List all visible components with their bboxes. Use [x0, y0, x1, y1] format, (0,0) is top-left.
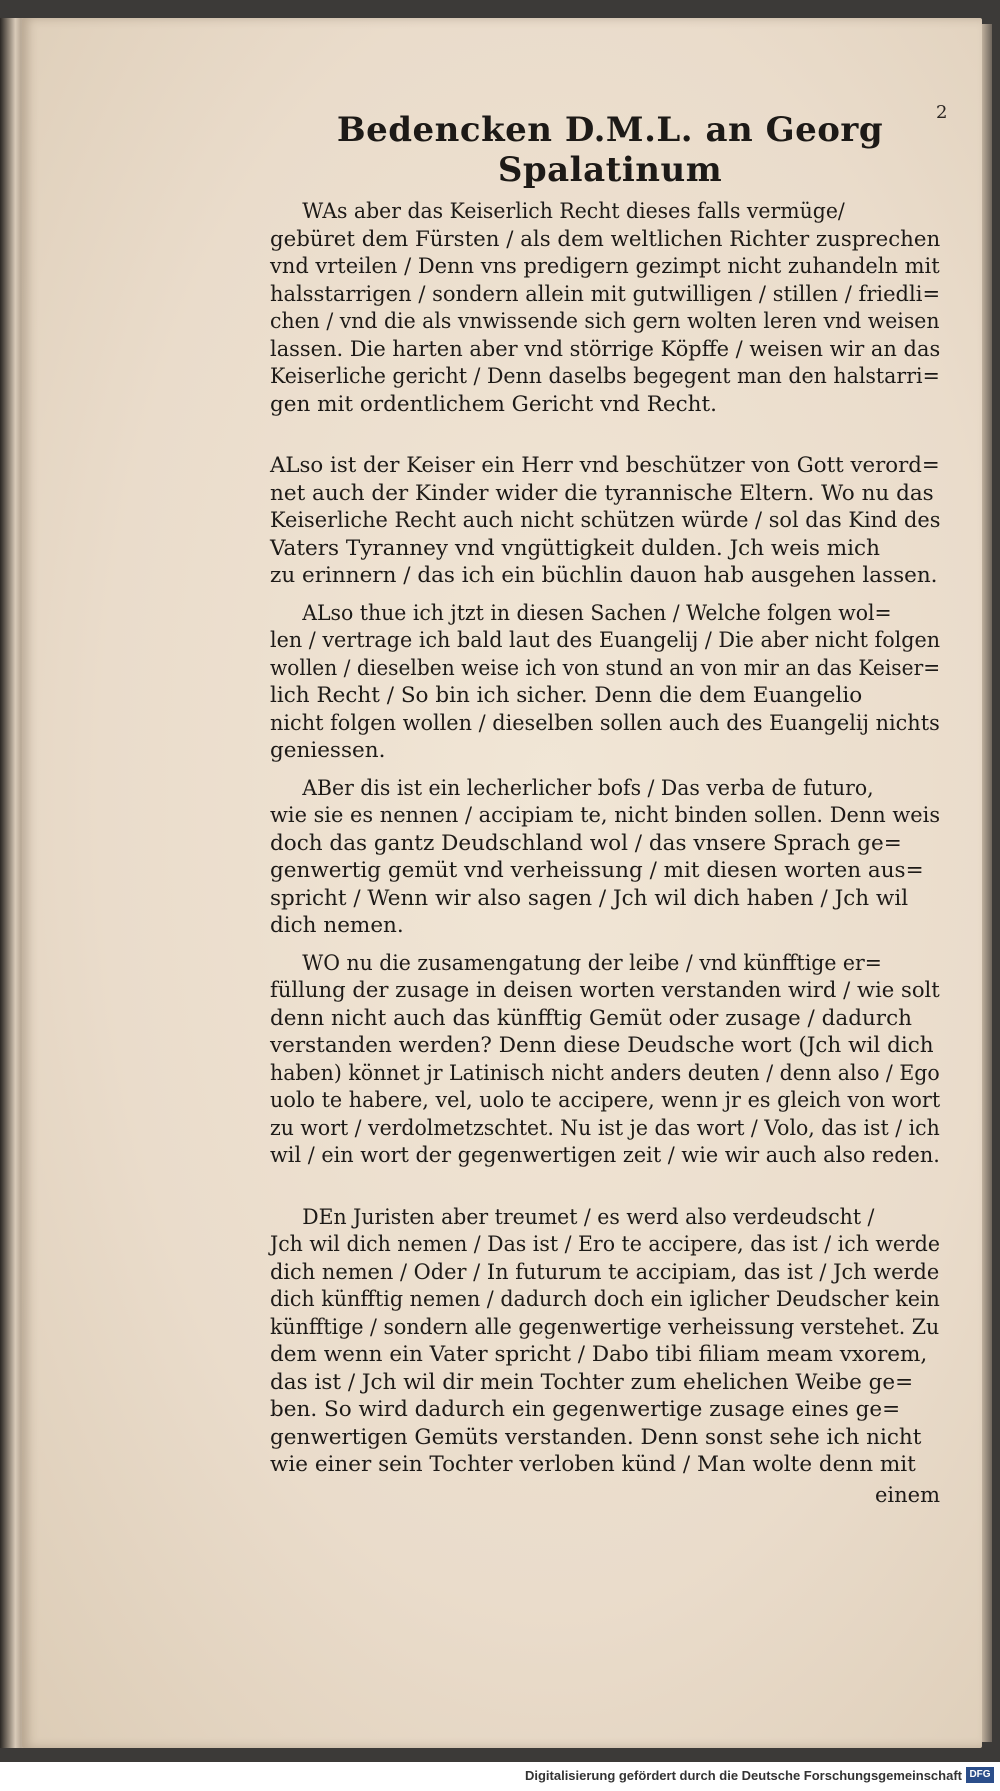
- text-line: gen mit ordentlichem Gericht vnd Recht.: [270, 391, 717, 417]
- text-line: gebüret dem Fürsten / als dem weltlichen Richter zusprechen: [270, 226, 941, 252]
- text-line: zu wort / verdolmetzschtet. Nu ist je das wort / Volo, das ist / ich: [270, 1115, 940, 1141]
- text-line: künfftige / sondern alle gegenwertige verheissung verstehet. Zu: [270, 1314, 940, 1340]
- text-line: ben. So wird dadurch ein gegenwertige zusage eines ge=: [270, 1397, 901, 1422]
- text-line: chen / vnd die als vnwissende sich gern wolten leren vnd weisen: [270, 309, 940, 334]
- text-line: wil / ein wort der gegenwertigen zeit / wie wir auch also reden.: [270, 1143, 940, 1168]
- text-line: haben) könnet jr Latinisch nicht anders deuten / denn also / Ego: [270, 1060, 940, 1086]
- text-line: lassen. Die harten aber vnd störrige Köpffe / weisen wir an das: [270, 336, 941, 362]
- running-title: Bedencken D.M.L. an Georg Spalatinum: [336, 110, 884, 190]
- footer-bar: [0, 1762, 1000, 1791]
- paragraph-4: [270, 775, 940, 940]
- text-line: dich nemen / Oder / In futurum te accipiam, das ist / Jch werde: [270, 1259, 940, 1285]
- text-line: ABer dis ist ein lecherlicher bofs / Das verba de futuro,: [302, 775, 874, 801]
- paragraph-3: [270, 600, 940, 765]
- text-line: ALso thue ich jtzt in diesen Sachen / Welche folgen wol=: [302, 600, 892, 626]
- text-line: genwertigen Gemüts verstanden. Denn sonst sehe ich nicht: [270, 1424, 922, 1450]
- text-line: genwertig gemüt vnd verheissung / mit diesen worten aus=: [270, 858, 924, 883]
- text-line: Keiserliche Recht auch nicht schützen würde / sol das Kind des: [270, 508, 941, 533]
- page-edge: [982, 24, 992, 1742]
- text-line: WO nu die zusamengatung der leibe / vnd künfftige er=: [302, 950, 882, 976]
- text-line: Vaters Tyranney vnd vngüttigkeit dulden. Jch weis mich: [270, 535, 880, 561]
- text-line: wollen / dieselben weise ich von stund an von mir an das Keiser=: [270, 655, 941, 681]
- text-line: das ist / Jch wil dir mein Tochter zum ehelichen Weibe ge=: [270, 1369, 914, 1395]
- text-line: wie sie es nennen / accipiam te, nicht binden sollen. Denn weis: [270, 803, 941, 828]
- text-line: lich Recht / So bin ich sicher. Denn die dem Euangelio: [270, 683, 863, 708]
- text-line: verstanden werden? Denn diese Deudsche wort (Jch wil dich: [270, 1033, 934, 1058]
- text-line: vnd vrteilen / Denn vns predigern gezimpt nicht zuhandeln mit: [270, 254, 940, 279]
- text-line: spricht / Wenn wir also sagen / Jch wil dich haben / Jch wil: [270, 885, 909, 911]
- text-line: dem wenn ein Vater spricht / Dabo tibi filiam meam vxorem,: [270, 1342, 928, 1367]
- text-line: net auch der Kinder wider die tyrannische Eltern. Wo nu das: [270, 480, 934, 506]
- text-line: Keiserliche gericht / Denn daselbs begegent man den halstarri=: [270, 364, 940, 389]
- text-line: DEn Juristen aber treumet / es werd also verdeudscht /: [302, 1204, 875, 1230]
- text-line: dich künfftig nemen / dadurch doch ein iglicher Deudscher kein: [270, 1287, 940, 1312]
- text-line: dich nemen.: [270, 913, 404, 938]
- text-line: WAs aber das Keiserlich Recht dieses falls vermüge/: [302, 199, 845, 224]
- text-line: wie einer sein Tochter verloben künd / Man wolte denn mit: [270, 1452, 916, 1477]
- catchword: einem: [874, 1482, 940, 1507]
- paragraph-2: [270, 452, 940, 590]
- page-marker: 2: [936, 102, 948, 123]
- paragraph-6: [270, 1204, 940, 1479]
- text-line: Jch wil dich nemen / Das ist / Ero te accipere, das ist / ich werde: [270, 1232, 941, 1257]
- text-line: zu erinnern / das ich ein büchlin dauon hab ausgehen lassen.: [270, 563, 938, 588]
- text-line: nicht folgen wollen / dieselben sollen auch des Euangelij nichts: [270, 710, 940, 736]
- text-line: uolo te habere, vel, uolo te accipere, wenn jr es gleich von wort: [270, 1088, 941, 1113]
- dfg-logo: DFG: [966, 1767, 994, 1783]
- text-line: halsstarrigen / sondern allein mit gutwilligen / stillen / friedli=: [270, 281, 941, 307]
- text-line: füllung der zusage in deisen worten verstanden wird / wie solt: [270, 978, 940, 1003]
- text-line: geniessen.: [270, 738, 386, 763]
- paragraph-1: [270, 198, 940, 418]
- paragraph-5: [270, 950, 940, 1170]
- text-line: doch das gantz Deudschland wol / das vnsere Sprach ge=: [270, 830, 902, 856]
- text-line: ALso ist der Keiser ein Herr vnd beschützer von Gott verord=: [270, 453, 940, 478]
- text-line: denn nicht auch das künfftig Gemüt oder zusage / dadurch: [270, 1005, 912, 1031]
- text-line: len / vertrage ich bald laut des Euangelij / Die aber nicht folgen: [270, 628, 941, 653]
- funding-credit: Digitalisierung gefördert durch die Deutsche Forschungsgemeinschaft: [524, 1768, 962, 1783]
- page-text: [270, 110, 940, 1507]
